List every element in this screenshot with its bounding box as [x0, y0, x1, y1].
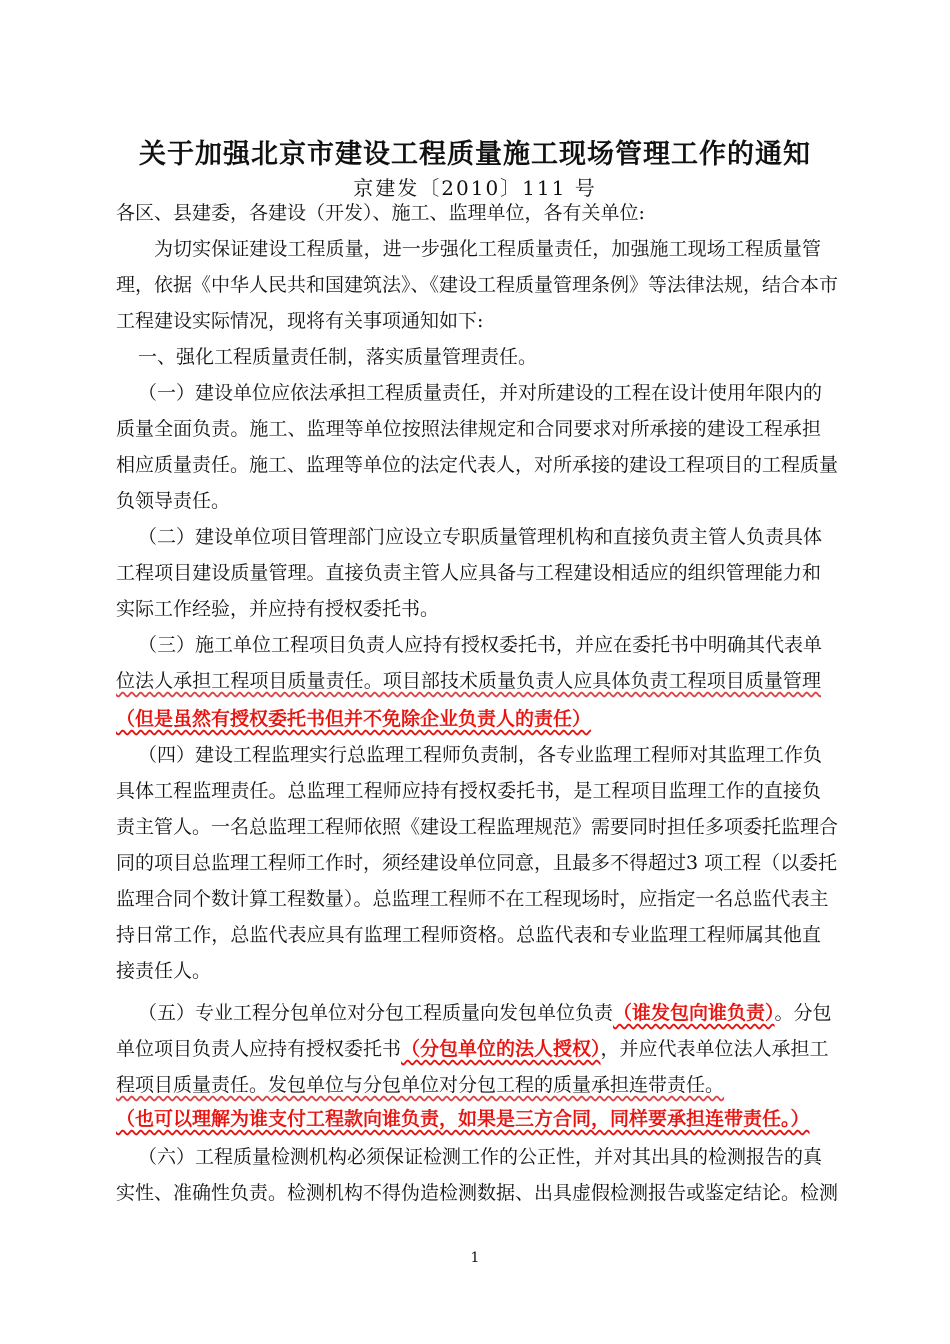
page-number: 1: [470, 1250, 480, 1266]
item5-line: [116, 1000, 832, 1026]
item1-line: 质量全面负责。施工、监理等单位按照法律规定和合同要求对所承接的建设工程承担: [116, 418, 821, 440]
item4-line: 持日常工作，总监代表应具有监理工程师资格。总监代表和专业监理工程师属其他直: [116, 924, 821, 946]
item1-line: 相应质量责任。施工、监理等单位的法定代表人，对所承接的建设工程项目的工程质量: [116, 454, 839, 476]
item4-line: 接责任人。: [116, 960, 212, 982]
annotation-note: [116, 1106, 810, 1132]
item3-line: （三）施工单位工程项目负责人应持有授权委托书，并应在委托书中明确其代表单: [138, 634, 823, 656]
intro-line: 为切实保证建设工程质量，进一步强化工程质量责任，加强施工现场工程质量管: [154, 238, 821, 260]
item5-text: 单位项目负责人应持有授权委托书: [116, 1038, 402, 1060]
annotation-inline: （分包单位的法人授权）: [401, 1038, 601, 1060]
item4-line: 监理合同个数计算工程数量）。总监理工程师不在工程现场时，应指定一名总监代表主: [116, 888, 829, 910]
item1-line: （一）建设单位应依法承担工程质量责任，并对所建设的工程在设计使用年限内的: [138, 382, 823, 404]
item5-text: 。分包: [774, 1002, 832, 1024]
document-number: 京建发〔2010〕111 号: [353, 176, 597, 200]
intro-line: 理，依据《中华人民共和国建筑法》、《建设工程质量管理条例》等法律法规，结合本市: [116, 274, 839, 296]
addressee: 各区、县建委，各建设（开发）、施工、监理单位，各有关单位:: [116, 202, 645, 224]
document-title: 关于加强北京市建设工程质量施工现场管理工作的通知: [139, 139, 811, 170]
item6-line: 实性、准确性负责。检测机构不得伪造检测数据、出具虚假检测报告或鉴定结论。检测: [116, 1182, 839, 1204]
annotation-text: （但是虽然有授权委托书但并不免除企业负责人的责任）: [116, 708, 592, 730]
item4-line: （四）建设工程监理实行总监理工程师负责制，各专业监理工程师对其监理工作负: [138, 744, 823, 766]
item4-line: 同的项目总监理工程师工作时，须经建设单位同意，且最多不得超过3 项工程（以委托: [116, 852, 838, 874]
section-heading: 一、强化工程质量责任制，落实质量管理责任。: [138, 346, 538, 368]
item5-line: [116, 1036, 829, 1062]
annotation-note: [116, 706, 591, 732]
item4-line: 责主管人。一名总监理工程师依照《建设工程监理规范》需要同时担任多项委托监理合: [116, 816, 839, 838]
intro-line: 工程建设实际情况，现将有关事项通知如下:: [116, 310, 484, 332]
annotation-inline: （谁发包向谁负责）: [613, 1002, 775, 1024]
annotation-text: （也可以理解为谁支付工程款向谁负责，如果是三方合同，同样要承担连带责任。）: [116, 1108, 810, 1130]
item2-line: （二）建设单位项目管理部门应设立专职质量管理机构和直接负责主管人负责具体: [138, 526, 823, 548]
item5-text: （五）专业工程分包单位对分包工程质量向发包单位负责: [138, 1002, 614, 1024]
item2-line: 工程项目建设质量管理。直接负责主管人应具备与工程建设相适应的组织管理能力和: [116, 562, 821, 584]
item5-line: 程项目质量责任。发包单位与分包单位对分包工程的质量承担连带责任。: [116, 1074, 725, 1096]
item3-line: 位法人承担工程项目质量责任。项目部技术质量负责人应具体负责工程项目质量管理: [116, 670, 821, 692]
item2-line: 实际工作经验，并应持有授权委托书。: [116, 598, 440, 620]
item5-text: ，并应代表单位法人承担工: [600, 1038, 829, 1060]
item4-line: 具体工程监理责任。总监理工程师应持有授权委托书，是工程项目监理工作的直接负: [116, 780, 821, 802]
item1-line: 负领导责任。: [116, 490, 231, 512]
item6-line: （六）工程质量检测机构必须保证检测工作的公正性，并对其出具的检测报告的真: [138, 1146, 823, 1168]
